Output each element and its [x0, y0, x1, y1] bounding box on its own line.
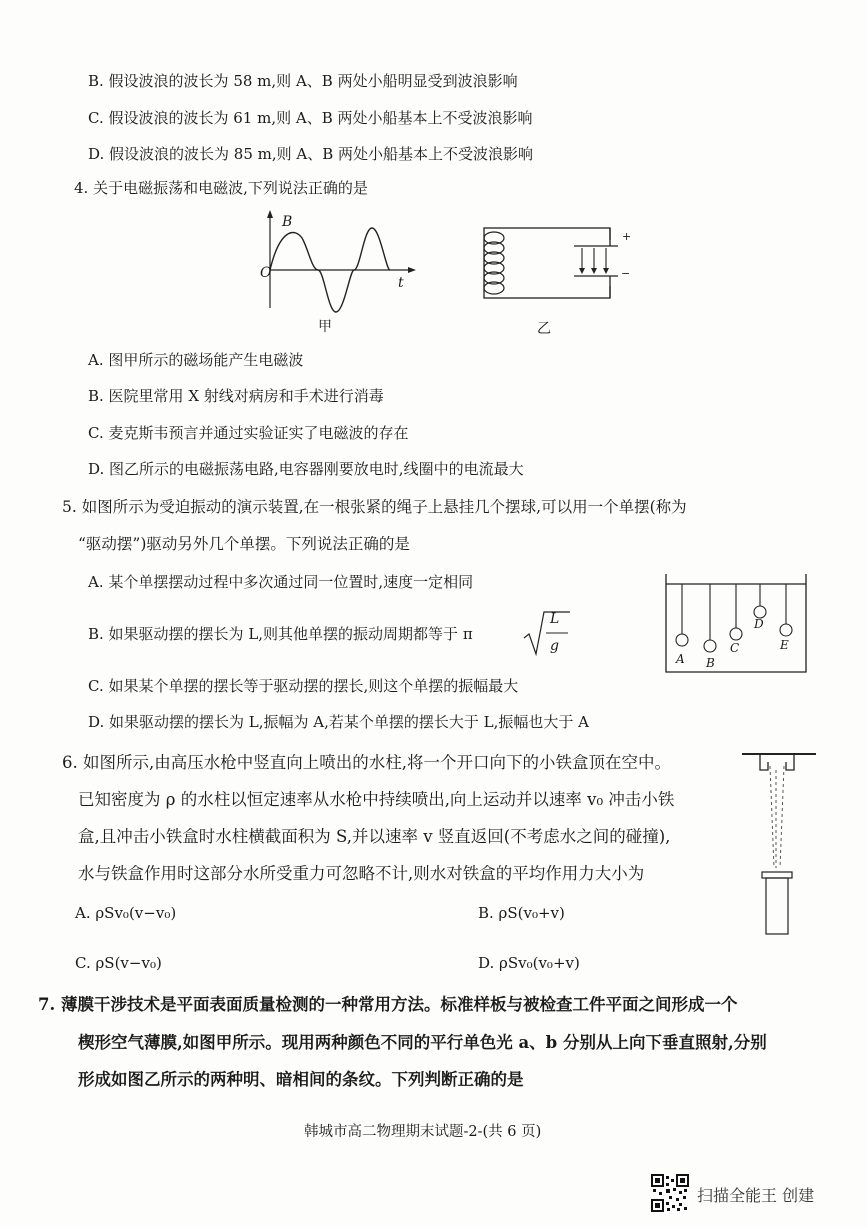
q6-line-3: 盒,且冲击小铁盒时水柱横截面积为 S,并以速率 v 竖直返回(不考虑水之间的碰撞), — [78, 827, 671, 846]
q6-option-a: A. ρSv₀(v−v₀) — [75, 904, 177, 922]
scanner-watermark: 扫描全能王 创建 — [697, 1186, 815, 1205]
page-footer: 韩城市高二物理期末试题-2-(共 6 页) — [304, 1124, 542, 1140]
q4-jia-axis-x: t — [398, 275, 404, 291]
q4-jia-caption: 甲 — [318, 319, 332, 335]
q5-stem-line2: “驱动摆”)驱动另外几个单摆。下列说法正确的是 — [78, 535, 410, 553]
prev-option-d: D. 假设波浪的波长为 85 m,则 A、B 两处小船基本上不受波浪影响 — [88, 145, 534, 163]
q4-option-a: A. 图甲所示的磁场能产生电磁波 — [88, 351, 304, 369]
q7-line-2: 楔形空气薄膜,如图甲所示。现用两种颜色不同的平行单色光 a、b 分别从上向下垂直照射,分别 — [78, 1033, 767, 1052]
pendulum-label-a: A — [676, 652, 685, 666]
prev-option-c: C. 假设波浪的波长为 61 m,则 A、B 两处小船基本上不受波浪影响 — [88, 109, 533, 127]
q5-option-a: A. 某个单摆摆动过程中多次通过同一位置时,速度一定相同 — [88, 573, 474, 591]
q6-line-2: 已知密度为 ρ 的水柱以恒定速率从水枪中持续喷出,向上运动并以速率 v₀ 冲击小铁 — [78, 790, 675, 809]
q7-line-1: 7. 薄膜干涉技术是平面表面质量检测的一种常用方法。标准样板与被检查工件平面之间形成一个 — [38, 995, 738, 1014]
q5-stem-line1: 5. 如图所示为受迫振动的演示装置,在一根张紧的绳子上悬挂几个摆球,可以用一个单摆(称为 — [62, 498, 687, 516]
q6-option-c: C. ρS(v−v₀) — [75, 954, 162, 972]
q4-option-c: C. 麦克斯韦预言并通过实验证实了电磁波的存在 — [88, 424, 409, 442]
pendulum-label-e: E — [780, 638, 789, 652]
q6-line-1: 6. 如图所示,由高压水枪中竖直向上喷出的水柱,将一个开口向下的小铁盒顶在空中。 — [62, 753, 671, 772]
pendulum-label-b: B — [706, 656, 715, 670]
q6-water-gun-figure — [738, 748, 820, 938]
prev-option-b: B. 假设波浪的波长为 58 m,则 A、B 两处小船明显受到波浪影响 — [88, 72, 518, 90]
q4-option-b: B. 医院里常用 X 射线对病房和手术进行消毒 — [88, 387, 384, 405]
q6-option-d: D. ρSv₀(v₀+v) — [478, 954, 580, 972]
q6-line-4: 水与铁盒作用时这部分水所受重力可忽略不计,则水对铁盒的平均作用力大小为 — [78, 864, 645, 883]
q5-sqrt-numerator: L — [550, 611, 560, 627]
q5-option-d: D. 如果驱动摆的摆长为 L,振幅为 A,若某个单摆的摆长大于 L,振幅也大于 A — [88, 713, 589, 731]
q5-option-b — [88, 627, 473, 642]
q4-figure-yi — [478, 218, 638, 308]
q5-option-b-text: B. 如果驱动摆的摆长为 L,则其他单摆的振动周期都等于 π — [88, 625, 473, 643]
q4-yi-caption: 乙 — [537, 321, 551, 337]
pendulum-label-c: C — [730, 641, 740, 655]
q4-yi-plus: + — [622, 230, 632, 243]
q4-jia-axis-y: B — [282, 214, 293, 230]
q4-stem: 4. 关于电磁振荡和电磁波,下列说法正确的是 — [74, 179, 368, 197]
q5-option-c: C. 如果某个单摆的摆长等于驱动摆的摆长,则这个单摆的振幅最大 — [88, 677, 519, 695]
q7-line-3: 形成如图乙所示的两种明、暗相间的条纹。下列判断正确的是 — [78, 1070, 524, 1089]
pendulum-label-d: D — [754, 617, 764, 631]
q4-jia-origin: O — [260, 265, 272, 281]
qr-code-icon — [651, 1174, 689, 1212]
q4-figure-jia — [250, 208, 420, 338]
q6-option-b: B. ρS(v₀+v) — [478, 904, 565, 922]
q4-option-d: D. 图乙所示的电磁振荡电路,电容器刚要放电时,线圈中的电流最大 — [88, 460, 524, 478]
q5-sqrt-denominator: g — [550, 638, 559, 654]
sqrt-sign-icon — [522, 608, 572, 658]
q4-yi-minus: − — [621, 267, 631, 280]
